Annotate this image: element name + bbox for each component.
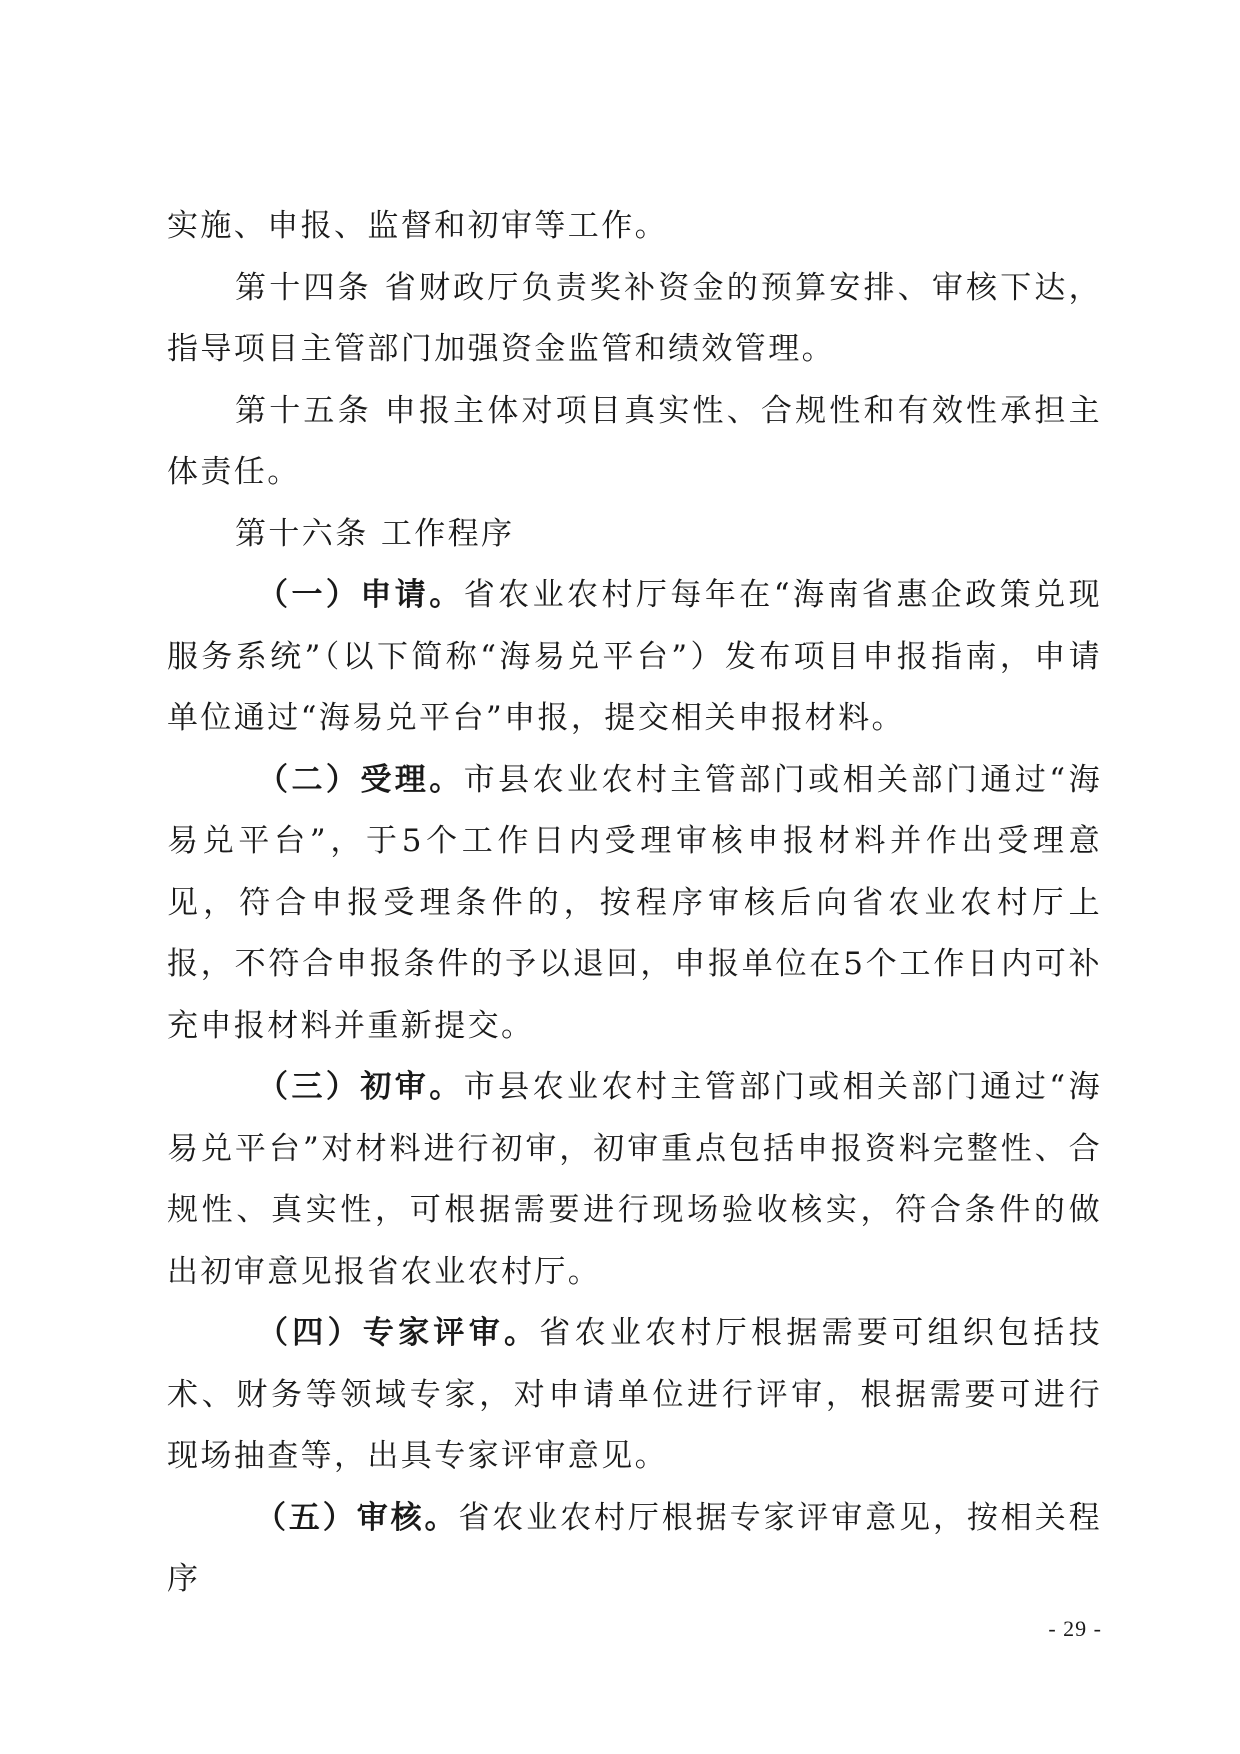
paragraph-text: 省农业农村厅每年在“海南省惠企政策兑现服务系统”（以下简称“海易兑平台”）发布项目申报指南，申请单位通过“海易兑平台”申报，提交相关申报材料。 [167, 577, 1102, 736]
step-heading: （二）受理。 [257, 761, 464, 798]
paragraph-continuation [167, 196, 1102, 258]
article-16-heading [167, 504, 1102, 566]
paragraph-text: 第十五条 申报主体对项目真实性、合规性和有效性承担主体责任。 [167, 392, 1102, 490]
paragraph-text: 市县农业农村主管部门或相关部门通过“海易兑平台”对材料进行初审，初审重点包括申报资料完整性、合规性、真实性，可根据需要进行现场验收核实，符合条件的做出初审意见报省农业农村厅。 [167, 1069, 1102, 1290]
step-heading: （五）审核。 [255, 1499, 459, 1536]
page-number: - 29 - [1048, 1616, 1102, 1641]
paragraph-text: 市县农业农村主管部门或相关部门通过“海易兑平台”，于5个工作日内受理审核申报材料并作出受理意见，符合申报受理条件的，按程序审核后向省农业农村厅上报，不符合申报条件的予以退回，申报单位在5个工作日内可补充申报材料并重新提交。 [167, 761, 1102, 1044]
procedure-step-preliminary-review [167, 1057, 1102, 1303]
paragraph-text: 省农业农村厅根据需要可组织包括技术、财务等领域专家，对申请单位进行评审，根据需要可进行现场抽查等，出具专家评审意见。 [167, 1315, 1102, 1474]
document-body [167, 196, 1102, 1611]
procedure-step-audit [167, 1488, 1102, 1611]
paragraph-text: 省农业农村厅根据专家评审意见，按相关程序 [167, 1499, 1102, 1597]
procedure-step-application [167, 565, 1102, 750]
step-heading: （三）初审。 [257, 1069, 464, 1105]
paragraph-text: 实施、申报、监督和初审等工作。 [167, 208, 668, 244]
procedure-step-expert-review [167, 1303, 1102, 1488]
procedure-step-acceptance [167, 750, 1102, 1058]
step-heading: （四）专家评审。 [257, 1315, 540, 1351]
paragraph-text: 第十六条 工作程序 [235, 515, 515, 552]
article-14-paragraph [167, 258, 1102, 381]
article-15-paragraph [167, 381, 1102, 504]
step-heading: （一）申请。 [257, 577, 464, 613]
paragraph-text: 第十四条 省财政厅负责奖补资金的预算安排、审核下达，指导项目主管部门加强资金监管和绩效管理。 [167, 269, 1102, 367]
